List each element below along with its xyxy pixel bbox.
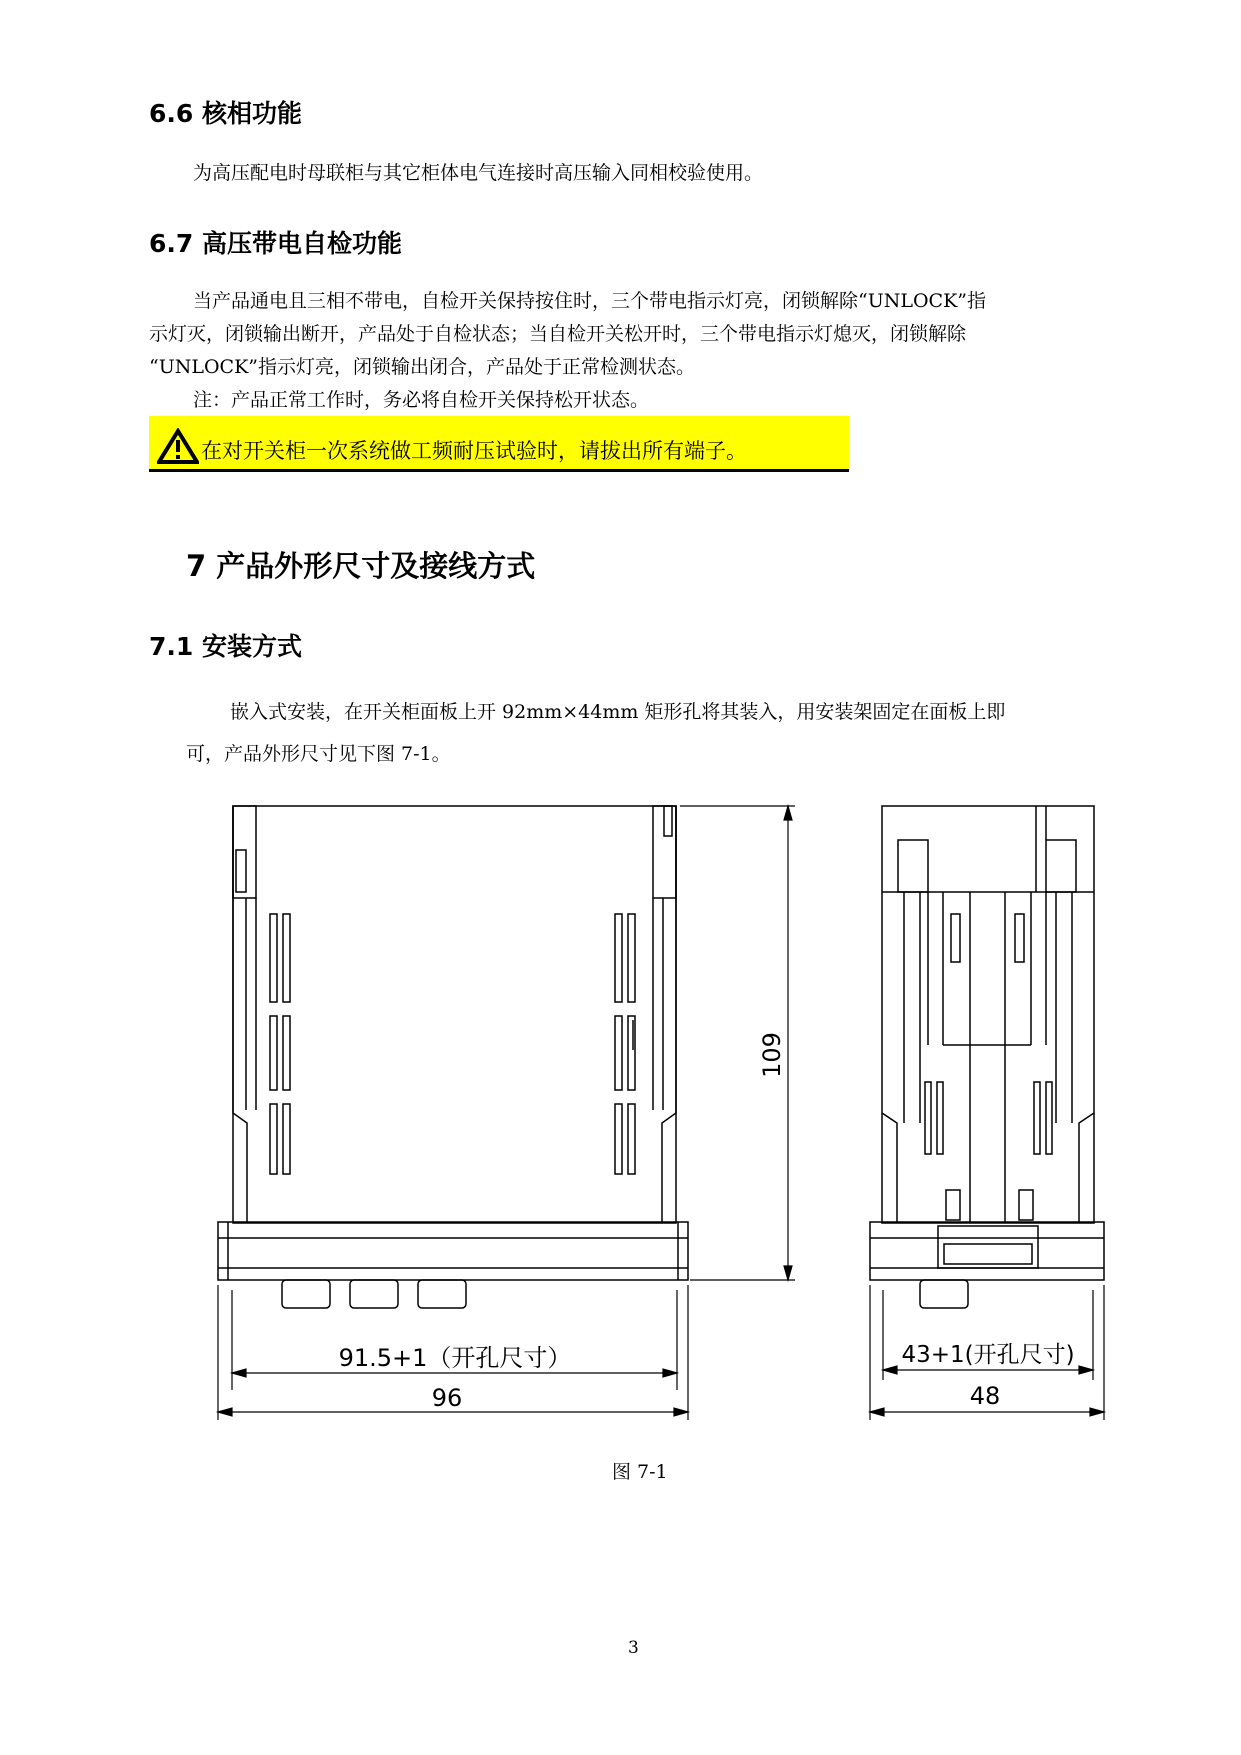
dimension-height-label: 109: [758, 1032, 786, 1078]
dimension-depth-label: 48: [969, 1382, 1001, 1410]
heading-7-1: 7.1 安装方式: [149, 632, 302, 661]
paragraph-6-6: 为高压配电时母联柜与其它柜体电气连接时高压输入同相校验使用。: [193, 162, 764, 184]
heading-6-6: 6.6 核相功能: [149, 99, 302, 128]
heading-7: 7 产品外形尺寸及接线方式: [186, 549, 536, 583]
paragraph-7-1-line-2: 可，产品外形尺寸见下图 7-1。: [186, 743, 451, 765]
note-6-7: 注：产品正常工作时，务必将自检开关保持松开状态。: [193, 389, 650, 411]
front-view-drawing: [218, 806, 688, 1308]
dimension-cutout-width-label: 91.5+1（开孔尺寸）: [338, 1344, 572, 1372]
side-view-drawing: [870, 806, 1104, 1308]
warning-text: 在对开关柜一次系统做工频耐压试验时，请拔出所有端子。: [201, 439, 747, 463]
paragraph-7-1-line-1: 嵌入式安装，在开关柜面板上开 92mm×44mm 矩形孔将其装入，用安装架固定在面板上即: [230, 701, 1006, 723]
paragraph-6-7-line-3: “UNLOCK”指示灯亮，闭锁输出闭合，产品处于正常检测状态。: [149, 356, 695, 378]
figure-caption: 图 7-1: [612, 1461, 668, 1483]
dimension-cutout-depth-label: 43+1(开孔尺寸): [901, 1342, 1075, 1368]
dimension-width-label: 96: [431, 1384, 463, 1412]
paragraph-6-7-line-2: 示灯灭，闭锁输出断开，产品处于自检状态；当自检开关松开时，三个带电指示灯熄灭，闭锁解除: [149, 323, 967, 345]
page-number: 3: [628, 1638, 639, 1658]
paragraph-6-7-line-1: 当产品通电且三相不带电，自检开关保持按住时，三个带电指示灯亮，闭锁解除“UNLOCK”指: [193, 290, 986, 312]
front-view-dimensions: [218, 806, 795, 1420]
heading-6-7: 6.7 高压带电自检功能: [149, 229, 402, 258]
